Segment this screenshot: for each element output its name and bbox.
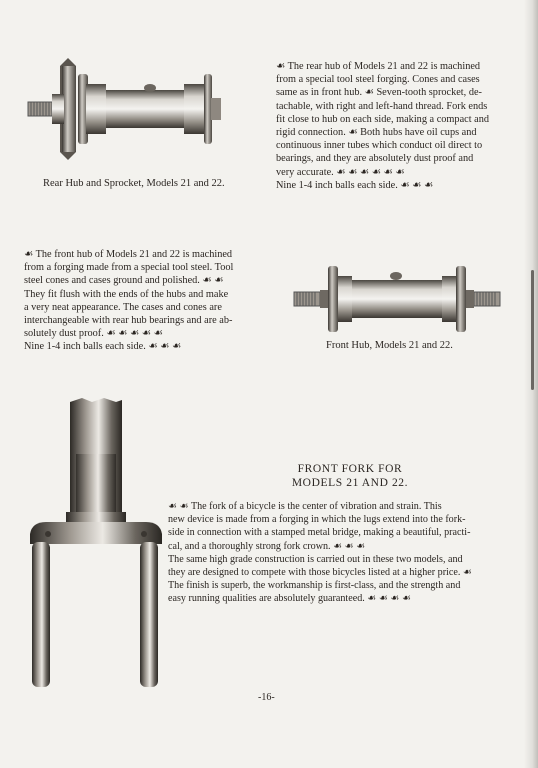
rear-hub-line: Nine 1-4 inch balls each side. ☙ ☙ ☙ bbox=[276, 179, 434, 191]
rear-hub-line: from a special tool steel forging. Cones and cases bbox=[276, 74, 480, 86]
front-hub-line: ☙ The front hub of Models 21 and 22 is machined bbox=[24, 249, 233, 260]
rear-hub-line: rigid connection. ☙ Both hubs have oil cups and bbox=[276, 127, 477, 139]
front-fork-illustration bbox=[26, 394, 166, 694]
front-fork-line: side in connection with a stamped metal bridge, making a beautiful, practi- bbox=[168, 527, 471, 539]
front-hub-line: Nine 1-4 inch balls each side. ☙ ☙ ☙ bbox=[24, 341, 182, 353]
front-hub-illustration bbox=[292, 260, 502, 340]
front-hub-caption: Front Hub, Models 21 and 22. bbox=[326, 340, 453, 351]
binding-mark bbox=[531, 270, 534, 390]
front-hub-line: They fit flush with the ends of the hubs and make bbox=[24, 288, 229, 300]
front-hub-line: a very neat appearance. The cases and cones are bbox=[24, 301, 222, 313]
rear-hub-line: ☙ The rear hub of Models 21 and 22 is machined bbox=[276, 61, 481, 72]
heading-line: FRONT FORK FOR bbox=[297, 463, 403, 475]
rear-hub-paragraph bbox=[276, 60, 516, 192]
rear-hub-caption: Rear Hub and Sprocket, Models 21 and 22. bbox=[43, 178, 225, 189]
rear-hub-line: tachable, with right and left-hand thread. Fork ends bbox=[276, 100, 488, 112]
front-fork-line: easy running qualities are absolutely guaranteed. ☙ ☙ ☙ ☙ bbox=[168, 593, 412, 605]
rear-hub-illustration bbox=[24, 46, 224, 166]
front-fork-line: new device is made from a forging in which the lugs extend into the fork- bbox=[168, 514, 466, 526]
front-fork-line: The same high grade construction is carried out in these two models, and bbox=[168, 553, 463, 565]
rear-hub-line: same as in front hub. ☙ Seven-tooth sprocket, de- bbox=[276, 87, 482, 99]
rear-hub-line: bearings, and they are absolutely dust proof and bbox=[276, 153, 474, 165]
rear-hub-line: fit close to hub on each side, making a compact and bbox=[276, 113, 490, 125]
front-fork-line: cal, and a thoroughly strong fork crown. ☙ ☙ ☙ bbox=[168, 540, 366, 552]
front-fork-paragraph bbox=[168, 500, 514, 606]
front-fork-heading bbox=[270, 462, 430, 490]
rear-hub-line: very accurate. ☙ ☙ ☙ ☙ ☙ ☙ bbox=[276, 166, 405, 178]
rear-hub-line: continuous inner tubes which conduct oil direct to bbox=[276, 140, 483, 152]
page-number: -16- bbox=[258, 692, 275, 703]
front-fork-line: they are designed to compete with those bicycles listed at a higher price. ☙ bbox=[168, 567, 472, 579]
front-hub-paragraph bbox=[24, 248, 264, 354]
front-hub-line: solutely dust proof. ☙ ☙ ☙ ☙ ☙ bbox=[24, 328, 163, 340]
front-hub-line: from a forging made from a special tool steel. Tool bbox=[24, 262, 234, 274]
front-hub-line: steel cones and cases ground and polished. ☙ ☙ bbox=[24, 275, 224, 287]
front-hub-line: interchangeable with rear hub bearings and are ab- bbox=[24, 315, 233, 327]
front-fork-line: ☙ ☙ The fork of a bicycle is the center of vibration and strain. This bbox=[168, 501, 442, 512]
front-fork-line: The finish is superb, the workmanship is first-class, and the strength and bbox=[168, 580, 461, 592]
heading-line: MODELS 21 AND 22. bbox=[291, 477, 409, 489]
